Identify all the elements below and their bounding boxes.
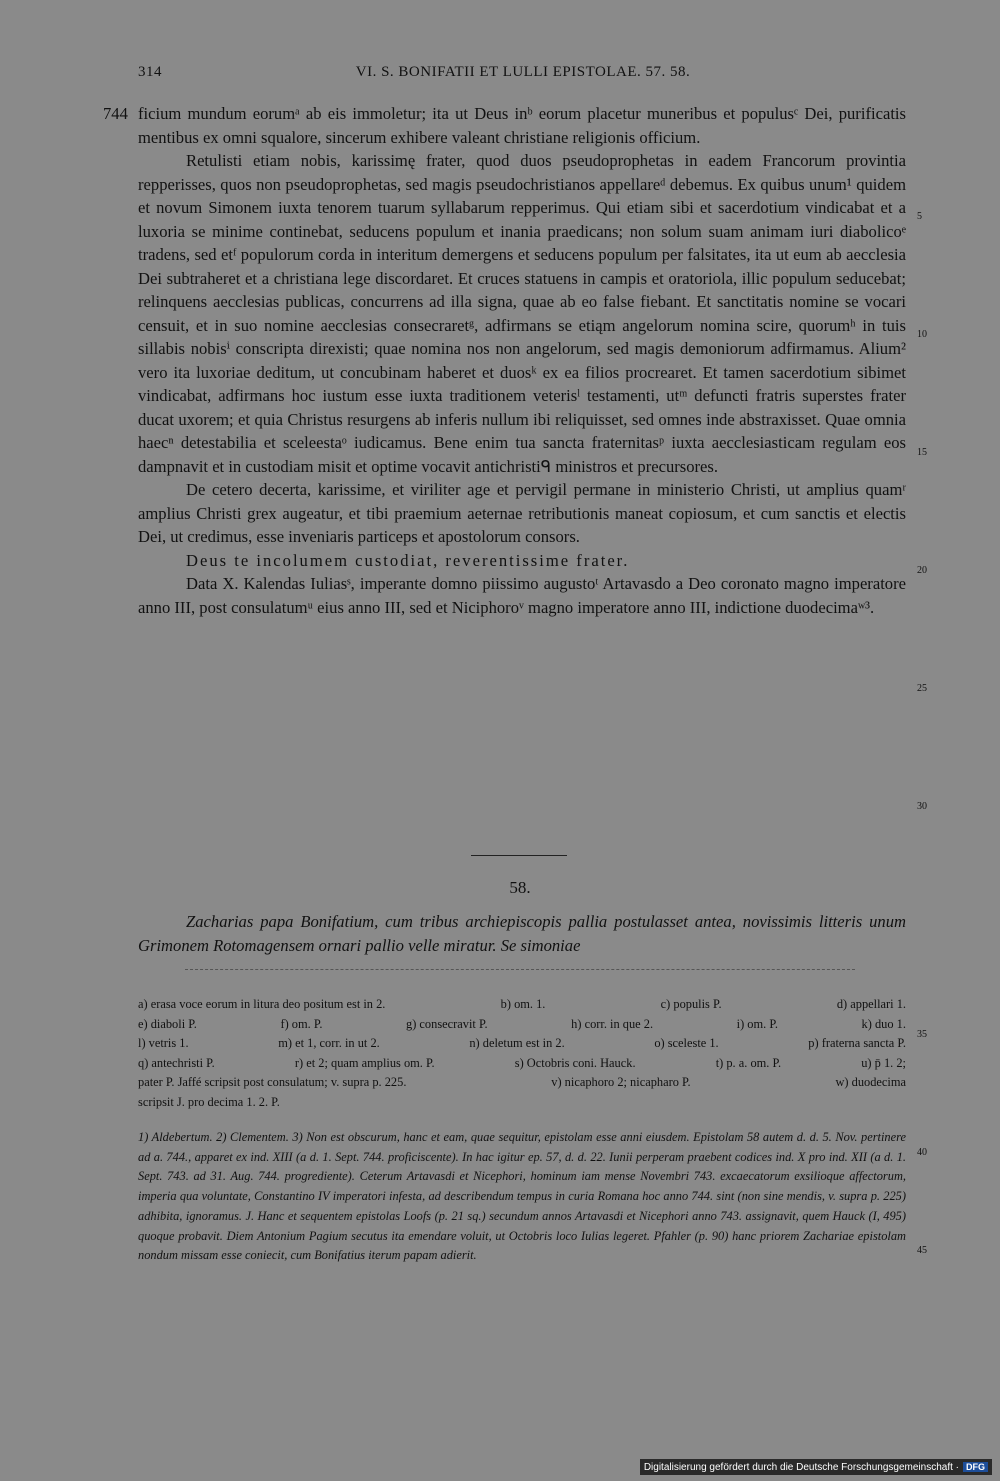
apparatus-row bbox=[138, 1054, 906, 1074]
apparatus-note: a) erasa voce eorum in litura deo positum est in 2. bbox=[138, 997, 386, 1011]
apparatus-note: scripsit J. pro decima 1. 2. P. bbox=[138, 1094, 280, 1109]
apparatus-note: c) populis P. bbox=[660, 997, 722, 1011]
line-number: 5 bbox=[917, 211, 922, 222]
paragraph: Retulisti etiam nobis, karissimę frater, quod duos pseudoprophetas in eadem Francorum provintia repperisses, quos non pseudoprophetas, sed magis pseudochristianos appellareᵈ debemus. Ex quibus unum¹ quidem et novum Simonem iuxta tenorem tuarum syllabarum repperimus. Qui etiam sibi et sacerdotium vindicabat et a luxoria se minime continebat, seducens populum et inania praedicans; non solum suam animam iuri diabolicoᵉ tradens, sed etᶠ populorum corda in interitum demergens et seducens populum per falsitates, ita ut eum ab aecclesia Dei subtraheret et a christiana lege discordaret. Et cruces statuens in campis et oratoriola, illic populum seducebat; relinquens aecclesias publicas, concurrens ad illa signa, quae ab eo false fiebant. Et sanctitatis nomine se vocari censuit, et in suo nomine aecclesias consecraretᵍ, adfirmans se etiąm angelorum nomina scire, quorumʰ in tuis sillabis nobisⁱ conscripta direxisti; quae nomina nos non angelorum, sed magis demoniorum adfirmamus. Alium² vero ita luxoriae deditum, ut concubinam haberet et duosᵏ ex ea filios procrearet. Et tamen sacerdotium sibimet vindicabat, adfirmans hoc iustum esse iuxta traditionem veterisˡ testamenti, utᵐ defuncti fratris superstes frater ducat uxorem; et quia Christus resurgens ab inferis nullum ibi reliquisset, sed omnes inde abstraxisset. Quae omnia haecⁿ detestabilia et sceleestaᵒ iudicamus. Bene enim tua sancta fraternitasᵖ iuxta aecclesiasticam regulam eos dampnavit et in custodiam misit et optime vocavit antichristiᑫ ministros et precursores. bbox=[138, 151, 906, 476]
apparatus-row bbox=[138, 1073, 906, 1093]
dfg-logo: DFG bbox=[963, 1462, 988, 1472]
apparatus-note: t) p. a. om. P. bbox=[715, 1055, 782, 1070]
apparatus-note: u) p̄ 1. 2; bbox=[861, 1055, 906, 1070]
apparatus-note: l) vetris 1. bbox=[138, 1036, 189, 1051]
line-number: 10 bbox=[917, 329, 927, 340]
apparatus-note: pater P. Jaffé scripsit post consulatum; v. supra p. 225. bbox=[138, 1075, 407, 1090]
letter-58-summary: Zacharias papa Bonifatium, cum tribus archiepiscopis pallia postulasset antea, novissimis litteris unum Grimonem Rotomagensem ornari pallio velle miratur. Se simoniae bbox=[138, 912, 906, 955]
line-number: 25 bbox=[917, 683, 927, 694]
apparatus-row bbox=[138, 1034, 906, 1054]
apparatus-note: e) diaboli P. bbox=[138, 1016, 197, 1031]
continuation-line bbox=[185, 969, 855, 970]
running-title: VI. S. BONIFATII ET LULLI EPISTOLAE. 57. 58. bbox=[355, 64, 691, 80]
apparatus-note: n) deletum est in 2. bbox=[469, 1036, 565, 1051]
apparatus-note: v) nicaphoro 2; nicapharo P. bbox=[551, 1075, 691, 1090]
apparatus-note: r) et 2; quam amplius om. P. bbox=[294, 1055, 435, 1070]
credit-text: Digitalisierung gefördert durch die Deutsche Forschungsgemeinschaft · bbox=[643, 1461, 959, 1473]
apparatus-row bbox=[138, 1015, 906, 1035]
apparatus-note: i) om. P. bbox=[736, 1016, 778, 1031]
apparatus-note: o) sceleste 1. bbox=[654, 1036, 719, 1051]
paragraph: ficium mundum eorumᵃ ab eis immoletur; ita ut Deus inᵇ eorum placetur muneribus et populusᶜ Dei, purificatis mentibus ex omni squalore, sincerum exhibere valeant christiane religionis officium. bbox=[138, 104, 906, 147]
apparatus-note: g) consecravit P. bbox=[406, 1016, 488, 1031]
apparatus-row bbox=[138, 995, 906, 1015]
paragraph: De cetero decerta, karissime, et viriliter age et pervigil permane in ministerio Christi, ut amplius quamʳ amplius Christi grex augeatur, et tibi praemium aeternae retributionis maneat copiosum, et cum sanctis et electis Dei, ut credimus, esse inveniaris particeps et apostolorum consors. bbox=[138, 480, 906, 546]
apparatus-row bbox=[138, 1093, 906, 1113]
critical-apparatus bbox=[138, 995, 906, 1113]
apparatus-note: m) et 1, corr. in ut 2. bbox=[278, 1036, 380, 1051]
apparatus-note: q) antechristi P. bbox=[138, 1055, 215, 1070]
line-number: 45 bbox=[917, 1245, 927, 1256]
closing-salutation: Deus te incolumem custodiat, reverentissime frater. bbox=[186, 550, 630, 570]
page-number: 314 bbox=[138, 64, 162, 80]
line-number: 30 bbox=[917, 801, 927, 812]
line-number: 40 bbox=[917, 1147, 927, 1158]
apparatus-note: s) Octobris coni. Hauck. bbox=[514, 1055, 636, 1070]
letter-number: 58. bbox=[509, 878, 531, 897]
apparatus-note: h) corr. in que 2. bbox=[571, 1016, 654, 1031]
apparatus-note: b) om. 1. bbox=[500, 997, 546, 1011]
margin-year: 744 bbox=[103, 104, 128, 123]
line-number: 35 bbox=[917, 1029, 927, 1040]
line-number: 20 bbox=[917, 565, 927, 576]
apparatus-note: k) duo 1. bbox=[861, 1016, 906, 1031]
apparatus-note: w) duodecima bbox=[835, 1075, 906, 1090]
apparatus-note: d) appellari 1. bbox=[836, 997, 906, 1011]
letter-57-text bbox=[138, 102, 906, 619]
section-divider bbox=[471, 855, 567, 856]
line-number: 15 bbox=[917, 447, 927, 458]
digitization-credit bbox=[640, 1459, 992, 1475]
explanatory-notes: 1) Aldebertum. 2) Clementem. 3) Non est obscurum, hanc et eam, quae sequitur, epistolam esse anni eiusdem. Epistolam 58 autem d. d. 5. Nov. pertinere ad a. 744., apparet ex ind. XIII (a d. 1. Sept. 744. proficiscente). In hac igitur ep. 57, d. d. 22. Iunii perperam praebent codices ind. X pro ind. XII (a d. 1. Sept. 743. ad 31. Aug. 744. progrediente). Ceterum Artavasdi et Nicephori, hominum iam mense Novembri 743. excaecatorum exsilioque affectorum, imperia qua voluntate, Constantino IV imperatori infesta, ad describendum tempus in curia Romana hoc anno 744. sint (non sine mendis, v. supra p. 225) adhibita, ignoramus. J. Hanc et sequentem epistolas Loofs (p. 21 sq.) secundum annos Artavasdi et Nicephori anno 743. assignavit, quem Hauck (I, 495) quoque probavit. Diem Antonium Pagium secutus ita emendare voluit, ut Octobris loco Iulias legeret. Pfahler (p. 90) hanc priorem Zachariae epistolam nondum missam esse coniecit, cum Bonifatius iterum papam adierit. bbox=[138, 1130, 906, 1263]
apparatus-note: p) fraterna sancta P. bbox=[808, 1036, 906, 1051]
apparatus-note: f) om. P. bbox=[280, 1016, 323, 1031]
dating-clause: Data X. Kalendas Iuliasˢ, imperante domno piissimo augustoᵗ Artavasdo a Deo coronato magno imperatore anno III, post consulatumᵘ eius anno III, sed et Niciphoroᵛ magno imperatore anno III, indictione duodecimaʷ³. bbox=[138, 574, 906, 617]
running-head bbox=[138, 64, 908, 88]
